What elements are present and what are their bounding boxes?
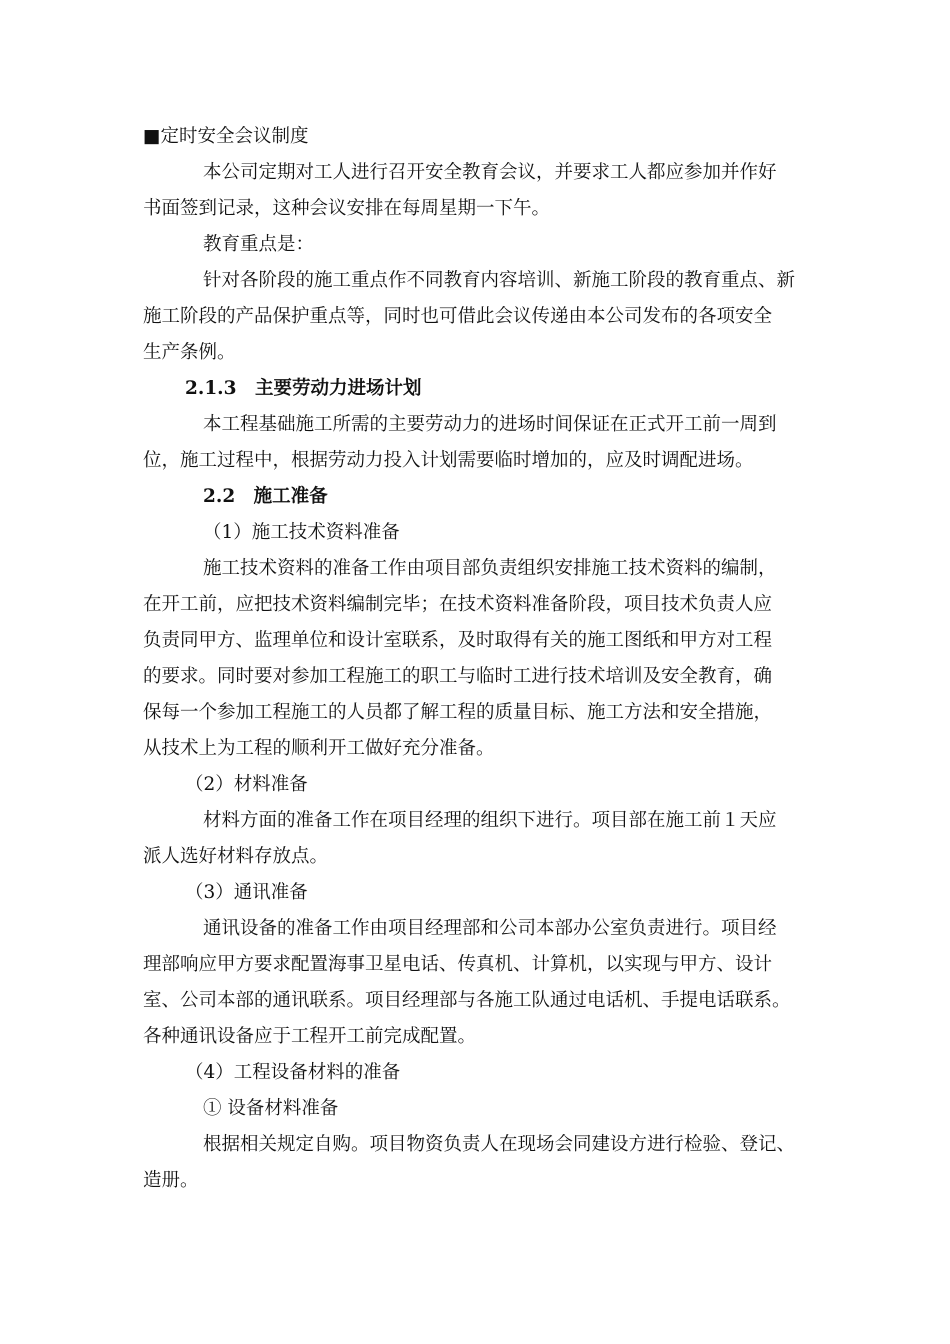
paragraph-line: 位，施工过程中，根据劳动力投入计划需要临时增加的，应及时调配进场。 bbox=[143, 450, 754, 471]
paragraph-line: 室、公司本部的通讯联系。项目经理部与各施工队通过电话机、手提电话联系。 bbox=[143, 990, 791, 1011]
paragraph-line: 本公司定期对工人进行召开安全教育会议，并要求工人都应参加并作好 bbox=[203, 162, 777, 183]
section-marker-safety-meeting: ■定时安全会议制度 bbox=[143, 126, 309, 147]
paragraph-line: 教育重点是： bbox=[203, 234, 315, 255]
paragraph-line: 派人选好材料存放点。 bbox=[143, 846, 329, 867]
paragraph-line: 各种通讯设备应于工程开工前完成配置。 bbox=[143, 1026, 477, 1047]
paragraph-line: 针对各阶段的施工重点作不同教育内容培训、新施工阶段的教育重点、新 bbox=[203, 270, 796, 291]
paragraph-line: 通讯设备的准备工作由项目经理部和公司本部办公室负责进行。项目经 bbox=[203, 918, 777, 939]
paragraph-line: 保每一个参加工程施工的人员都了解工程的质量目标、施工方法和安全措施， bbox=[143, 702, 773, 723]
paragraph-line: 的要求。同时要对参加工程施工的职工与临时工进行技术培训及安全教育，确 bbox=[143, 666, 773, 687]
subheading-circled-1: ① 设备材料准备 bbox=[203, 1098, 339, 1119]
paragraph-line: 施工技术资料的准备工作由项目部负责组织安排施工技术资料的编制， bbox=[203, 558, 777, 579]
heading-2-2: 2.2 施工准备 bbox=[203, 486, 328, 507]
heading-2-1-3: 2.1.3 主要劳动力进场计划 bbox=[185, 378, 422, 399]
paragraph-line: 从技术上为工程的顺利开工做好充分准备。 bbox=[143, 738, 495, 759]
paragraph-line: 造册。 bbox=[143, 1170, 199, 1191]
paragraph-line: 施工阶段的产品保护重点等，同时也可借此会议传递由本公司发布的各项安全 bbox=[143, 306, 773, 327]
subheading-3: （3）通讯准备 bbox=[185, 882, 308, 903]
paragraph-line: 本工程基础施工所需的主要劳动力的进场时间保证在正式开工前一周到 bbox=[203, 414, 777, 435]
paragraph-line: 负责同甲方、监理单位和设计室联系，及时取得有关的施工图纸和甲方对工程 bbox=[143, 630, 773, 651]
paragraph-line: 书面签到记录，这种会议安排在每周星期一下午。 bbox=[143, 198, 551, 219]
paragraph-line: 在开工前，应把技术资料编制完毕；在技术资料准备阶段，项目技术负责人应 bbox=[143, 594, 773, 615]
paragraph-line: 根据相关规定自购。项目物资负责人在现场会同建设方进行检验、登记、 bbox=[203, 1134, 796, 1155]
paragraph-line: 材料方面的准备工作在项目经理的组织下进行。项目部在施工前１天应 bbox=[203, 810, 777, 831]
subheading-2: （2）材料准备 bbox=[185, 774, 308, 795]
subheading-1: （1）施工技术资料准备 bbox=[203, 522, 400, 543]
paragraph-line: 理部响应甲方要求配置海事卫星电话、传真机、计算机，以实现与甲方、设计 bbox=[143, 954, 773, 975]
subheading-4: （4）工程设备材料的准备 bbox=[185, 1062, 401, 1083]
paragraph-line: 生产条例。 bbox=[143, 342, 236, 363]
